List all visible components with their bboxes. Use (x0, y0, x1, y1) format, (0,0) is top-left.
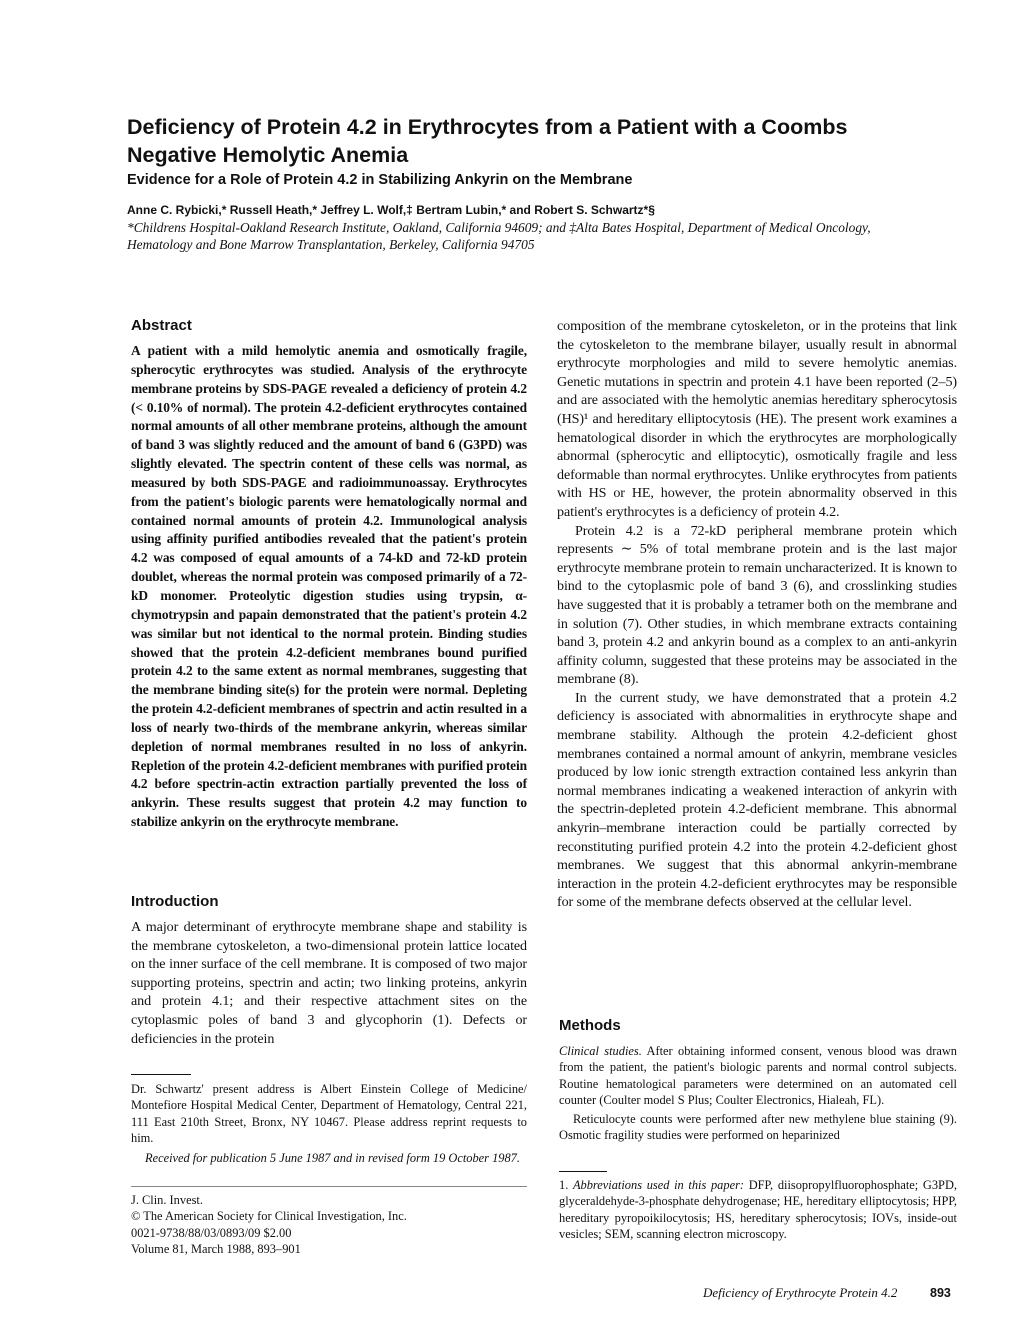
reticulocyte-paragraph: Reticulocyte counts were performed after new methylene blue staining (9). Osmotic fragility studies were performed on heparinized (559, 1111, 957, 1143)
methods-text (559, 1043, 957, 1143)
received-dates: Received for publication 5 June 1987 and in revised form 19 October 1987. (145, 1150, 520, 1165)
introduction-paragraph-3: In the current study, we have demonstrated that a protein 4.2 deficiency is associated with abnormalities in erythrocyte shape and membrane stability. Although the protein 4.2-deficient ghost membranes contained a normal amount of ankyrin, membrane vesicles produced by low ionic strength extraction contained less ankyrin than normal membranes indicating a weakened interaction of ankyrin with the spectrin-depleted protein 4.2-deficient membrane. This abnormal ankyrin–membrane interaction could be partially corrected by reconstituting purified protein 4.2 into the protein 4.2-deficient ghost membranes. We suggest that this abnormal ankyrin-membrane interaction in the protein 4.2-deficient erythrocytes may be responsible for some of the membrane defects observed at the cellular level. (557, 689, 957, 911)
abbreviations-text: DFP, diisopropylfluorophosphate; G3PD, glyceraldehyde-3-phosphate dehydrogenase; HE, hereditary elliptocytosis; HPP, hereditary pyropoikilocytosis; HS, hereditary spherocytosis; IOVs, inside-out vesicles; SEM, scanning electron microscopy. (559, 1178, 957, 1242)
abbreviations-label: Abbreviations used in this paper: (572, 1178, 745, 1192)
introduction-paragraph-2: Protein 4.2 is a 72-kD peripheral membrane protein which represents ∼ 5% of total membrane protein and is the last major erythrocyte membrane protein to remain uncharacterized. It is known to bind to the cytoplasmic pole of band 3 (6), and crosslinking studies have suggested that it is probably a tetramer both on the membrane and in solution (7). Other studies, in which membrane extracts containing band 3, protein 4.2 and ankyrin bound as a complex to an anti-ankyrin affinity column, suggested that these proteins may be associated in the membrane (8). (557, 522, 957, 688)
clinical-studies-paragraph (559, 1043, 957, 1109)
introduction-heading: Introduction (131, 893, 219, 910)
volume-line: Volume 81, March 1988, 893–901 (131, 1242, 301, 1257)
footnote-marker: 1. (559, 1178, 573, 1192)
copyright-line: © The American Society for Clinical Investigation, Inc. (131, 1209, 407, 1224)
correspondence-address: Dr. Schwartz' present address is Albert Einstein College of Medicine/ Montefiore Hospital Medical Center, Department of Hematology, Central 221, 111 East 210th Street, Bronx, NY 10467. Please address reprint requests to him. (131, 1082, 527, 1146)
running-title: Deficiency of Erythrocyte Protein 4.2 (703, 1285, 898, 1300)
author-affiliations: *Childrens Hospital-Oakland Research Institute, Oakland, California 94609; and ‡Alta Bates Hospital, Department of Medical Oncology, Hematology and Bone Marrow Transplantation, Berkeley, California 94705 (127, 220, 871, 252)
clinical-studies-text: After obtaining informed consent, venous blood was drawn from the patient, the patient's biologic parents and normal control subjects. Routine hematological parameters were determined on an automated cell counter (Coulter model S Plus; Coulter Electronics, Hialeah, FL). (559, 1044, 957, 1108)
issn-line: 0021-9738/88/03/0893/09 $2.00 (131, 1225, 292, 1240)
journal-info (131, 1192, 527, 1258)
methods-heading: Methods (559, 1017, 621, 1034)
abbreviations-paragraph (559, 1177, 957, 1243)
correspondence-footnote (131, 1081, 527, 1166)
abstract-text: A patient with a mild hemolytic anemia and osmotically fragile, spherocytic erythrocytes was studied. Analysis of the erythrocyte membrane proteins by SDS-PAGE revealed a deficiency of protein 4.2 (< 0.10% of normal). The protein 4.2-deficient erythrocytes contained normal amounts of all other membrane proteins, although the amount of band 3 was slightly reduced and the amount of band 6 (G3PD) was slightly elevated. The spectrin content of these cells was normal, as measured by both SDS-PAGE and radioimmunoassay. Erythrocytes from the patient's biologic parents were hematologically normal and contained normal amounts of protein 4.2. Immunological analysis using affinity purified antibodies revealed that the patient's protein 4.2 was composed of equal amounts of a 74-kD and 72-kD protein doublet, whereas the normal protein was composed primarily of a 72-kD monomer. Proteolytic digestion studies using trypsin, α-chymotrypsin and papain demonstrated that the patient's protein 4.2 was similar but not identical to the normal protein. Binding studies showed that the protein 4.2-deficient membranes bound purified protein 4.2 to the same extent as normal membranes, suggesting that the membrane binding site(s) for the protein were normal. Depleting the protein 4.2-deficient membranes of spectrin and actin resulted in a loss of nearly two-thirds of the membrane ankyrin, whereas similar depletion of normal membranes resulted in no loss of ankyrin. Repletion of the protein 4.2-deficient membranes with purified protein 4.2 before spectrin-actin extraction partially prevented the loss of ankyrin. These results suggest that protein 4.2 may function to stabilize ankyrin on the erythrocyte membrane. (131, 343, 527, 830)
abbreviations-divider (559, 1171, 607, 1172)
page-number: 893 (930, 1286, 951, 1300)
introduction-continued (557, 317, 957, 912)
author-list: Anne C. Rybicki,* Russell Heath,* Jeffrey L. Wolf,‡ Bertram Lubin,* and Robert S. Schwartz*§ (127, 203, 655, 217)
introduction-paragraph-1-continued: composition of the membrane cytoskeleton, or in the proteins that link the cytoskeleton to the membrane bilayer, usually result in abnormal erythrocyte morphologies and mild to severe hemolytic anemias. Genetic mutations in spectrin and protein 4.1 have been reported (2–5) and are associated with the hemolytic anemias hereditary spherocytosis (HS)¹ and hereditary elliptocytosis (HE). The present work examines a hematological disorder in which the erythrocytes are morphologically abnormal (spherocytic and elliptocytic), osmotically fragile and less deformable than normal erythrocytes. Unlike erythrocytes from patients with HS or HE, however, the protein abnormality observed in this patient's erythrocytes is a deficiency of protein 4.2. (557, 318, 957, 520)
journal-info-divider (131, 1186, 527, 1187)
article-title: Deficiency of Protein 4.2 in Erythrocytes from a Patient with a Coombs Negative Hemolytic Anemia (127, 115, 848, 167)
introduction-paragraph-1 (131, 918, 527, 1048)
introduction-paragraph-1-text: A major determinant of erythrocyte membrane shape and stability is the membrane cytoskeleton, a two-dimensional protein lattice located on the inner surface of the cell membrane. It is composed of two major supporting proteins, spectrin and actin; two linking proteins, ankyrin and protein 4.1; and their respective attachment sites on the cytoplasmic poles of band 3 and glycophorin (1). Defects or deficiencies in the protein (131, 919, 527, 1047)
clinical-studies-label: Clinical studies. (559, 1044, 642, 1058)
abbreviations-footnote (559, 1177, 957, 1243)
abstract-heading: Abstract (131, 317, 192, 334)
article-subtitle: Evidence for a Role of Protein 4.2 in Stabilizing Ankyrin on the Membrane (127, 172, 633, 188)
footnote-divider (131, 1074, 191, 1075)
journal-name: J. Clin. Invest. (131, 1193, 203, 1207)
